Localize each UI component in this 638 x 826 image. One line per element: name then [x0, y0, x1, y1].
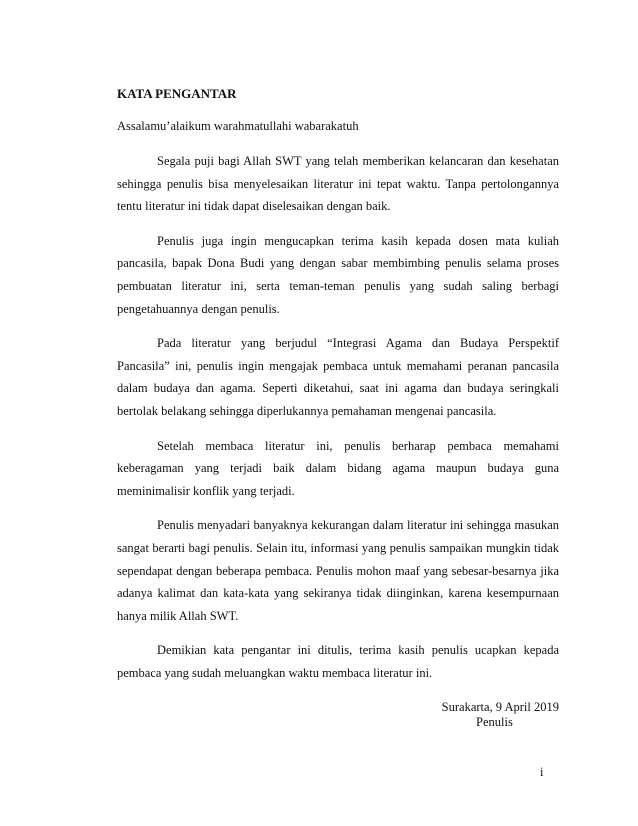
greeting: Assalamu’alaikum warahmatullahi wabarakatuh [117, 119, 359, 133]
signer: Penulis [476, 715, 513, 729]
paragraph-2: Penulis juga ingin mengucapkan terima kasih kepada dosen mata kuliah pancasila, bapak Dona Budi yang dengan sabar membimbing penulis selama proses pembuatan literatur ini, serta teman-teman penulis yang sudah saling berbagi pengetahuannya dengan penulis. [117, 233, 559, 316]
page-title: KATA PENGANTAR [117, 86, 237, 101]
document-body [117, 84, 559, 718]
paragraph-1: Segala puji bagi Allah SWT yang telah memberikan kelancaran dan kesehatan sehingga penulis bisa menyelesaikan literatur ini tepat waktu. Tanpa pertolongannya tentu literatur ini tidak dapat diselesaikan dengan baik. [117, 154, 559, 214]
paragraph-6: Demikian kata pengantar ini ditulis, terima kasih penulis ucapkan kepada pembaca yang sudah meluangkan waktu membaca literatur ini. [117, 643, 559, 680]
paragraph-5: Penulis menyadari banyaknya kekurangan dalam literatur ini sehingga masukan sangat berarti bagi penulis. Selain itu, informasi yang penulis sampaikan mungkin tidak sependapat dengan beberapa pembaca. Penulis mohon maaf yang sebesar-besarnya jika adanya kalimat dan kata-kata yang sekiranya tidak diinginkan, karena kesempurnaan hanya milik Allah SWT. [117, 518, 559, 623]
paragraph-3: Pada literatur yang berjudul “Integrasi Agama dan Budaya Perspektif Pancasila” ini, penulis ingin mengajak pembaca untuk memahami peranan pancasila dalam budaya dan agama. Seperti diketahui, saat ini agama dan budaya seringkali bertolak belakang sehingga diperlukannya pemahaman mengenai pancasila. [117, 336, 559, 418]
place-date: Surakarta, 9 April 2019 [441, 700, 559, 715]
page-number: i [540, 765, 544, 779]
paragraph-4: Setelah membaca literatur ini, penulis berharap pembaca memahami keberagaman yang terjadi baik dalam bidang agama maupun budaya guna meminimalisir konflik yang terjadi. [117, 438, 559, 498]
